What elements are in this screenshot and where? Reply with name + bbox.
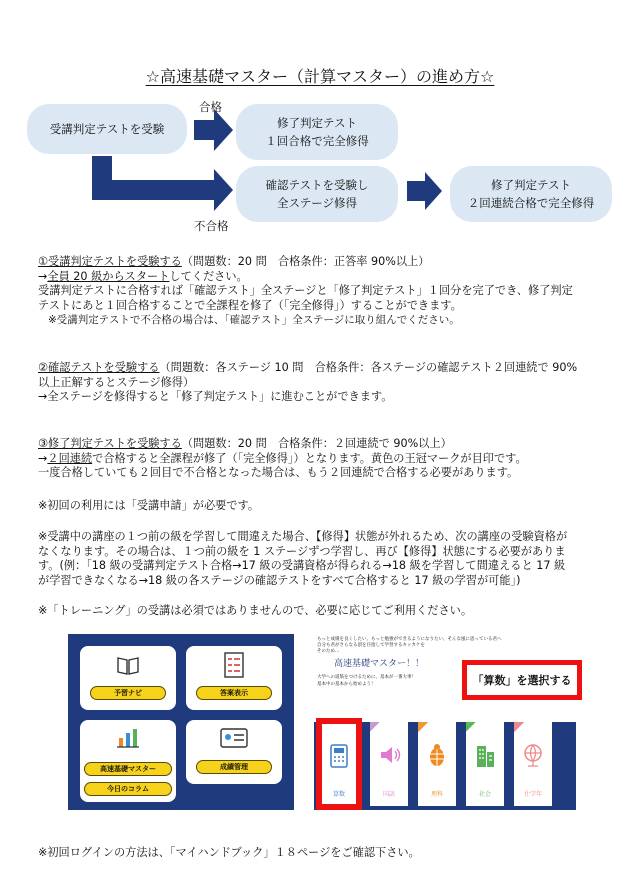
page-title: ☆高速基礎マスター（計算マスター）の進め方☆: [145, 67, 495, 86]
answer-display-button[interactable]: 答案表示: [196, 686, 272, 700]
menu-screenshot: [68, 634, 294, 810]
id-card-icon: [220, 728, 248, 748]
beetle-icon: [427, 742, 447, 768]
intro-heading: 高速基礎マスター！！: [334, 659, 425, 669]
subject-rika[interactable]: 理科: [418, 722, 456, 806]
section-2: ②確認テストを受験する（問題数：各ステージ 10 問 合格条件：各ステージの確認テスト２回連続で 90% 以上正解するとステージ修得） →全ステージを修得すると「修了判定テスト」に進むことができます。: [38, 361, 578, 404]
note-prev-level: ※受講中の講座の１つ前の級を学習して間違えた場合、【修得】状態が外れるため、次の講座の受験資格が なくなります。その場合は、１つ前の級を 1 ステージずつ学習し、再び【修得】状態にする必要がありま す。(例：「18 級の受講判定テスト合格→17 級の受講資格が得られる→18 級を学習して間違えると 17 級 が学習できなくなる→18 級の各ステージの確認テストをすべて合格すると 17 級の学習が可能」): [38, 530, 568, 587]
book-icon: [116, 654, 140, 676]
card-toan[interactable]: [186, 646, 282, 710]
subject-kokugo[interactable]: 国語: [370, 722, 408, 806]
next-arrow: [407, 172, 442, 210]
select-sansu-callout: 「算数」を選択する: [462, 660, 582, 700]
sansu-highlight: [316, 718, 362, 810]
grades-button[interactable]: 成績管理: [196, 760, 272, 774]
speaker-icon: [379, 744, 401, 766]
section-1: ①受講判定テストを受験する（問題数：20 問 合格条件：正答率 90%以上） →全員 20 級からスタートしてください。 受講判定テストに合格すれば「確認テスト」全ステージと「修了判定テスト」１回分を完了でき、修了判定 テストにあと１回合格することで全課程を修了（「完全修得」）することができます。 ※受講判定テストで不合格の場合は、「確認テスト」全ステージに取り組んでください。: [38, 255, 573, 327]
section-3-heading: ③修了判定テストを受験する: [38, 437, 182, 450]
kosoku-kiso-master-button[interactable]: 高速基礎マスター: [84, 762, 172, 776]
pass-label: 合格: [199, 100, 222, 114]
intro-area: もっと成績を良くしたい、もっと勉強ができるようになりたい、そんな風に思っている君へ 自分も君がさらなる頂を目指して学習するキッカケを そのため… 高速基礎マスター！！ 大学への道筋をつけるために、基本が一番大事！ 基本中の基本から始めよう！: [314, 634, 576, 722]
checklist-icon: [224, 652, 244, 678]
bar-chart-icon: [116, 726, 140, 748]
subject-sansu[interactable]: 算数: [320, 722, 358, 806]
building-icon: [475, 742, 495, 768]
flow-box-start: 受講判定テストを受験: [27, 104, 187, 154]
section-1-heading: ①受講判定テストを受験する: [38, 255, 182, 268]
subject-shakai[interactable]: 社会: [466, 722, 504, 806]
card-seiseki[interactable]: [186, 720, 282, 784]
yoshu-navi-button[interactable]: 予習ナビ: [90, 686, 166, 700]
subject-screenshot: [314, 634, 576, 810]
section-2-heading: ②確認テストを受験する: [38, 361, 160, 374]
globe-icon: [523, 742, 543, 768]
flow-box-complete2: 修了判定テスト ２回連続合格で完全修得: [450, 166, 612, 222]
card-kosoku[interactable]: [80, 720, 176, 802]
note-training: ※「トレーニング」の受講は必須ではありませんので、必要に応じてご利用ください。: [38, 604, 473, 617]
flow-box-complete1: 修了判定テスト １回合格で完全修得: [236, 104, 398, 160]
column-button[interactable]: 今日のコラム: [84, 782, 172, 796]
subject-other[interactable]: 仕学年: [514, 722, 552, 806]
card-yoshu[interactable]: [80, 646, 176, 710]
note-application: ※初回の利用には「受講申請」が必要です。: [38, 499, 260, 512]
fail-label: 不合格: [194, 219, 229, 233]
note-first-login: ※初回ログインの方法は、「マイハンドブック」１８ページをご確認下さい。: [38, 846, 420, 859]
flow-box-confirm: 確認テストを受験し 全ステージ修得: [236, 166, 398, 222]
pass-arrow: [194, 109, 233, 151]
section-3: ③修了判定テストを受験する（問題数：20 問 合格条件：２回連続で 90%以上） →２回連続で合格すると全課程が修了（「完全修得」）となります。黄色の王冠マークが目印です。 一度合格していても２回目で不合格となった場合は、もう２回連続で合格する必要があります。: [38, 437, 527, 480]
fail-arrow: [92, 156, 233, 211]
